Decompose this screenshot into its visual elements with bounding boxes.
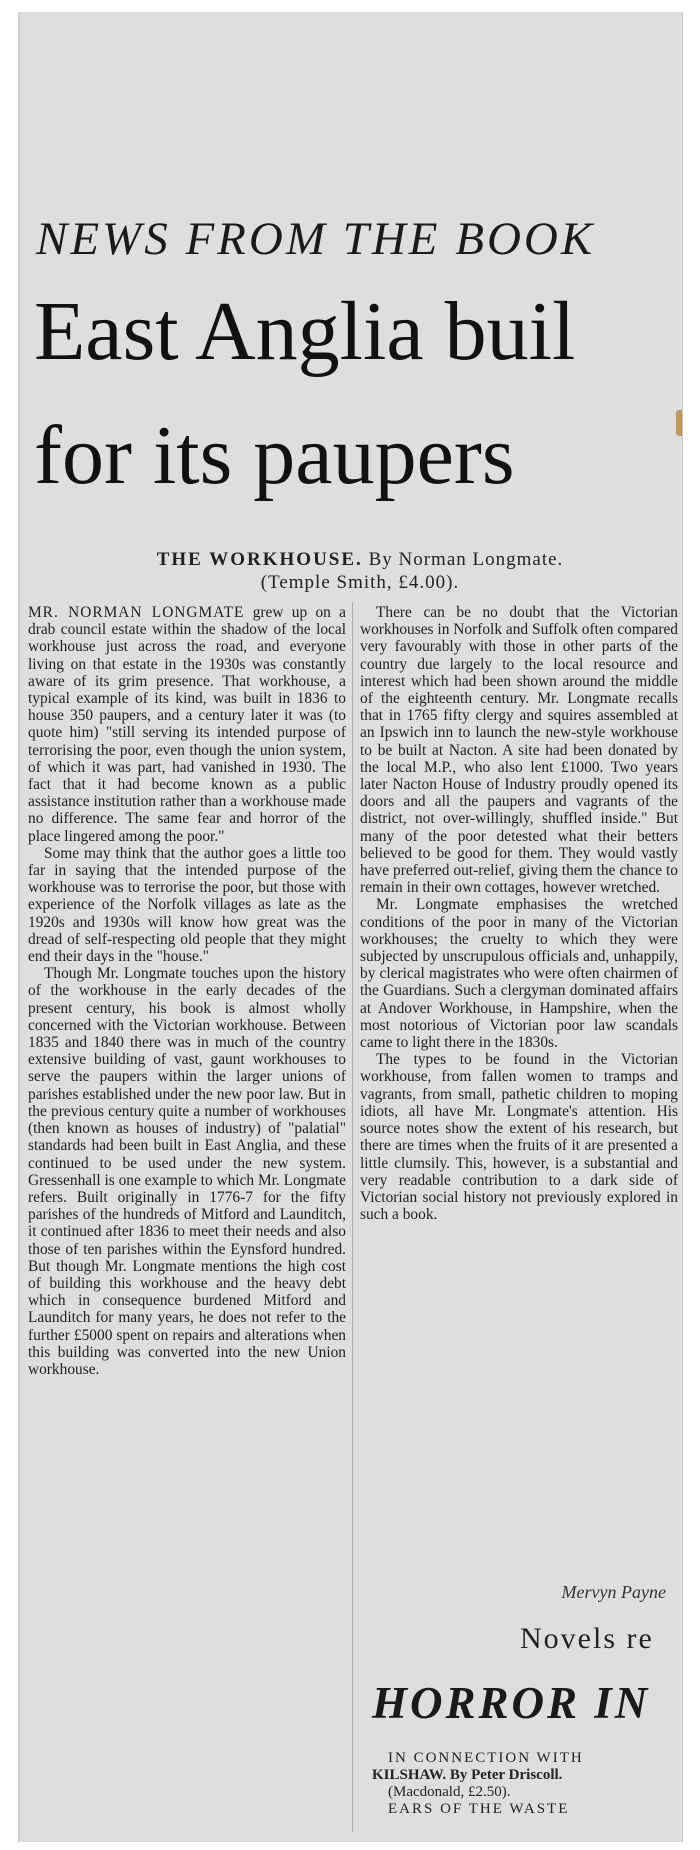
book-byline: By Norman Longmate. <box>368 549 564 570</box>
next-article-headline: HORROR IN <box>372 1678 651 1728</box>
paragraph: The types to be found in the Victorian workhouse, from fallen women to tramps and vagrants, from small, pathetic children to moping idiots, all have Mr. Longmate's attention. His source notes show the extent of his research, but there are times when the fruits of it are presented a little clumsily. This, however, is a substantial and very readable contribution to a dark side of Victorian social history not previously explored in such a book. <box>360 1051 678 1224</box>
section-kicker: NEWS FROM THE BOOK <box>36 213 596 265</box>
column-divider <box>352 602 353 1832</box>
book-details <box>60 548 660 594</box>
next-article-line: (Macdonald, £2.50). <box>388 1784 511 1800</box>
paragraph: There can be no doubt that the Victorian workhouses in Norfolk and Suffolk often compared very favourably with those in other parts of the country due largely to the local resource and interest which had been shown around the middle of the eighteenth century. Mr. Longmate recalls that in 1765 fifty clergy and squires assembled at an Ipswich inn to launch the new-style workhouse to be built at Nacton. A site had been donated by the local M.P., who also lent £1000. Two years later Nacton House of Industry proudly opened its doors and all the paupers and vagrants of the district, not over-willingly, shuffled inside." But many of the poor detested what their betters believed to be good for them. They would vastly have preferred out-relief, giving them the chance to remain in their own cottages, however wretched. <box>360 604 678 897</box>
paragraph <box>28 604 346 845</box>
paragraph-text: grew up on a drab council estate within the shadow of the local workhouse just across the road, and everyone living on that estate in the 1930s was constantly aware of its grim presence. That workhouse, a typical example of its kind, was built in 1836 to house 350 paupers, and a century later it was (to quote him) "still serving its intended purpose of terrorising the poor, even though the union system, of which it was part, had vanished in 1930. The fact that it had become known as a public assistance institution rather than a workhouse made no difference. The same fear and horror of the place lingered among the poor." <box>28 604 346 845</box>
paragraph: Mr. Longmate emphasises the wretched conditions of the poor in many of the Victorian workhouses; the cruelty to which they were subjected by unscrupulous officials and, unhappily, by clerical magistrates who were often chairmen of the Guardians. Such a clergyman dominated affairs at Andover Workhouse, in Hampshire, when the most notorious of Victorian poor law scandals came to light there in the 1830s. <box>360 896 678 1052</box>
next-article-line: KILSHAW. By Peter Driscoll. <box>372 1767 563 1783</box>
paper-stain <box>676 410 682 436</box>
article-author: Mervyn Payne <box>561 1582 666 1602</box>
next-article-line: EARS OF THE WASTE <box>388 1801 570 1817</box>
next-article-text <box>372 1750 682 1818</box>
next-article-subhead: Novels re <box>520 1622 654 1655</box>
book-title: THE WORKHOUSE. <box>156 549 363 570</box>
article-column-left <box>28 604 346 1378</box>
next-article-line: IN CONNECTION WITH <box>388 1750 584 1766</box>
book-publisher: (Temple Smith, £4.00). <box>260 572 460 593</box>
paragraph: Though Mr. Longmate touches upon the history of the workhouse in the early decades of the present century, his book is almost wholly concerned with the Victorian workhouse. Between 1835 and 1840 there was in much of the country extensive building of vast, gaunt workhouses to serve the paupers within the larger unions of parishes established under the new poor law. But in the previous century quite a number of workhouses (then known as houses of industry) of "palatial" standards had been built in East Anglia, and these continued to be used under the new system. Gressenhall is one example to which Mr. Longmate refers. Built originally in 1776-7 for the fifty parishes of the hundreds of Mitford and Launditch, it continued after 1836 to meet their needs and also those of ten parishes within the Eynsford hundred. But though Mr. Longmate mentions the high cost of building this workhouse and the heavy debt which in consequence burdened Mitford and Launditch for many years, he does not refer to the further £5000 spent on repairs and alterations when this building was converted into the new Union workhouse. <box>28 965 346 1378</box>
paragraph: Some may think that the author goes a little too far in saying that the intended purpose of the workhouse was to terrorise the poor, but those with experience of the Norfolk villages as late as the 1920s and 1930s will know how great was the dread of self-respecting old people that they might end their days in the "house." <box>28 844 346 966</box>
newspaper-clipping <box>18 12 682 1842</box>
article-column-right <box>360 604 678 1223</box>
lead-caps: MR. NORMAN LONGMATE <box>28 604 245 621</box>
article-headline: East Anglia buil for its paupers <box>34 285 576 502</box>
